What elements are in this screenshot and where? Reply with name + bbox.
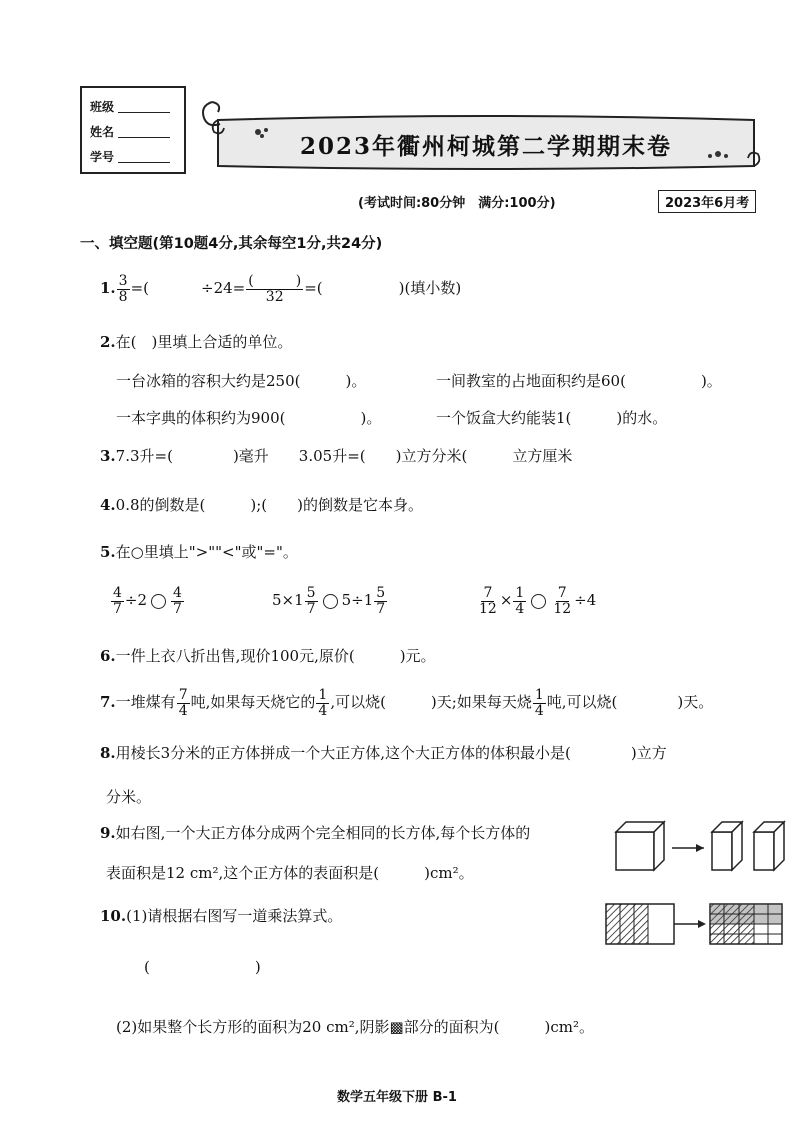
class-row	[90, 98, 170, 115]
question-9	[100, 822, 530, 843]
text: )(填小数)	[398, 279, 462, 298]
fraction	[117, 274, 130, 304]
question-text: 在( )里填上合适的单位。	[115, 333, 293, 351]
question-text: 如右图,一个大正方体分成两个完全相同的长方体,每个长方体的	[115, 824, 531, 842]
text: 吨,如果每天烧它的	[190, 693, 316, 712]
question-number: 2.	[100, 333, 116, 351]
shaded-rectangle-figure	[604, 900, 788, 950]
question-9-cont[interactable]: 表面积是12 cm²,这个正方体的表面积是( )cm²。	[106, 864, 474, 882]
name-row	[90, 123, 170, 140]
question-6[interactable]	[100, 645, 436, 666]
compare-circle[interactable]	[151, 594, 166, 609]
cube-split-figure	[612, 818, 788, 874]
denominator: 4	[534, 702, 544, 719]
question-7[interactable]	[100, 688, 713, 718]
question-number: 7.	[100, 693, 116, 712]
compare-circle[interactable]	[323, 594, 338, 609]
numerator: 7	[483, 585, 493, 601]
text: 一堆煤有	[115, 693, 176, 712]
denominator: 7	[306, 600, 316, 617]
question-10-part2[interactable]: (2)如果整个长方形的面积为20 cm²,阴影▩部分的面积为( )cm²。	[116, 1018, 595, 1036]
text: =(	[304, 279, 323, 298]
compare-2	[272, 586, 388, 616]
exam-title: 2023年衢州柯城第二学期期末卷	[299, 133, 672, 160]
expression: 5×1	[272, 591, 304, 610]
denominator: 4	[318, 702, 328, 719]
numerator-blank: ( )	[248, 273, 302, 289]
blank-fraction[interactable]	[246, 274, 303, 304]
class-field[interactable]	[118, 112, 170, 113]
question-number: 10.	[100, 907, 127, 925]
numerator: 4	[113, 585, 122, 601]
text: ,可以烧( )天;如果每天烧	[330, 693, 532, 712]
question-number: 6.	[100, 647, 116, 665]
numerator: 1	[318, 687, 328, 703]
class-label: 班级	[90, 100, 115, 114]
denominator: 8	[118, 288, 128, 305]
question-8-cont: 分米。	[106, 788, 152, 806]
denominator: 12	[479, 600, 497, 617]
name-label: 姓名	[90, 125, 115, 139]
numerator: 1	[515, 585, 525, 601]
question-text: (1)请根据右图写一道乘法算式。	[126, 907, 343, 925]
denominator: 4	[515, 600, 525, 617]
denominator: 12	[553, 600, 572, 617]
compare-1	[110, 586, 185, 616]
numerator: 5	[306, 585, 316, 601]
question-number: 5.	[100, 543, 116, 561]
operator: ÷2	[124, 591, 148, 610]
id-field[interactable]	[118, 162, 170, 163]
question-4[interactable]	[100, 494, 423, 515]
question-number: 9.	[100, 824, 116, 842]
question-text: 0.8的倒数是( );( )的倒数是它本身。	[115, 496, 423, 514]
denominator: 4	[178, 702, 188, 719]
question-2a[interactable]: 一台冰箱的容积大约是250( )。	[116, 372, 367, 390]
numerator: 4	[173, 585, 182, 601]
exam-meta: (考试时间:80分钟 满分:100分)	[358, 196, 556, 211]
question-text: 7.3升=( )毫升 3.05升=( )立方分米( 立方厘米	[115, 447, 573, 465]
expression: 5÷1	[341, 591, 374, 610]
question-number: 3.	[100, 447, 116, 465]
question-number: 8.	[100, 744, 116, 762]
question-text: 用棱长3分米的正方体拼成一个大正方体,这个大正方体的体积最小是( )立方	[115, 744, 667, 762]
compare-circle[interactable]	[531, 594, 546, 609]
denominator: 32	[265, 288, 284, 305]
numerator: 7	[178, 687, 188, 703]
answer-blank[interactable]: ( )	[144, 958, 261, 976]
exam-date: 2023年6月考	[658, 190, 756, 213]
denominator: 7	[113, 600, 122, 617]
numerator: 7	[557, 585, 567, 601]
text: =(	[130, 279, 150, 298]
numerator: 5	[376, 585, 386, 601]
question-text: 在○里填上">""<"或"="。	[115, 543, 298, 561]
operator: ÷4	[574, 591, 597, 610]
question-number: 1.	[100, 279, 116, 298]
question-2b[interactable]: 一间教室的占地面积约是60( )。	[436, 372, 722, 390]
section-title: 一、填空题(第10题4分,其余每空1分,共24分)	[80, 236, 383, 252]
question-8[interactable]	[100, 742, 667, 763]
question-10	[100, 905, 342, 926]
operator: ×	[499, 591, 513, 610]
student-info-box	[80, 86, 186, 174]
id-label: 学号	[90, 150, 115, 164]
page-footer: 数学五年级下册 B-1	[337, 1090, 457, 1105]
id-row	[90, 148, 170, 165]
text: 吨,可以烧( )天。	[546, 693, 714, 712]
denominator: 7	[376, 600, 386, 617]
question-2	[100, 331, 292, 352]
compare-3	[476, 586, 596, 616]
question-3[interactable]	[100, 445, 572, 466]
numerator: 1	[534, 687, 544, 703]
text: ÷24=	[201, 279, 246, 298]
question-2c[interactable]: 一本字典的体积约为900( )。	[116, 409, 382, 427]
question-number: 4.	[100, 496, 116, 514]
denominator: 7	[173, 600, 182, 617]
question-text: 一件上衣八折出售,现价100元,原价( )元。	[115, 647, 436, 665]
question-2d[interactable]: 一个饭盒大约能装1( )的水。	[436, 409, 668, 427]
question-1	[100, 274, 461, 304]
numerator: 3	[118, 273, 128, 289]
name-field[interactable]	[118, 137, 170, 138]
question-5	[100, 541, 298, 562]
